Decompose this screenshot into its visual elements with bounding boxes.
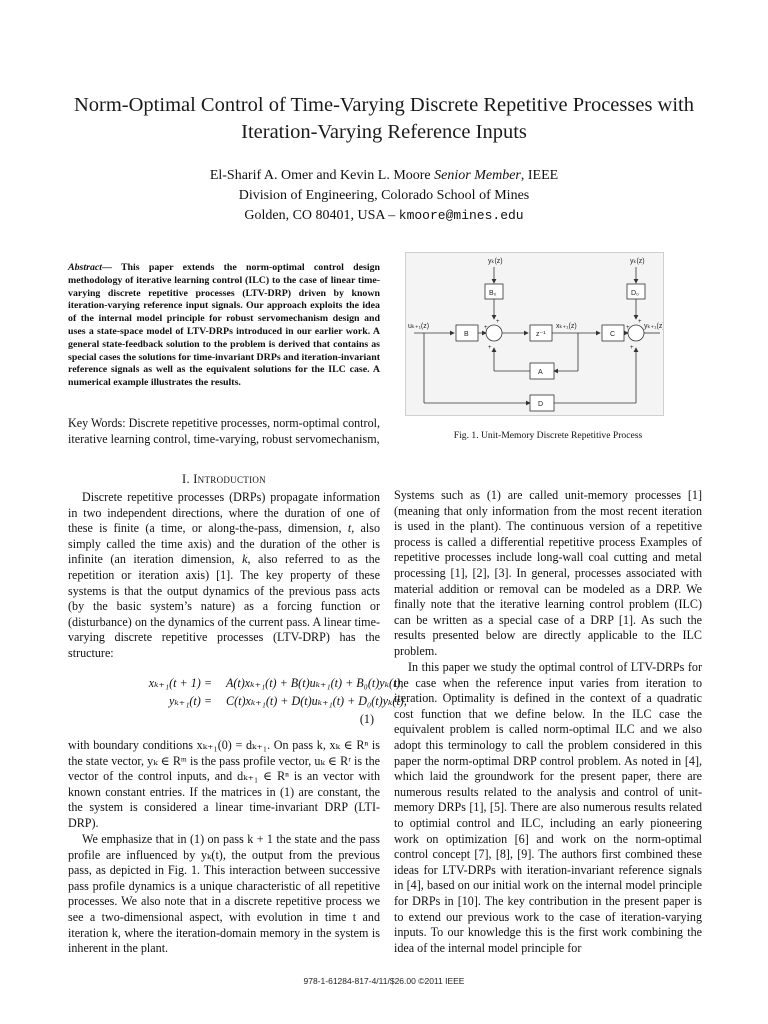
label-u-input: uₖ₊₁(z) <box>408 323 430 330</box>
label-a: A <box>538 369 543 376</box>
right-paragraph-1: Systems such as (1) are called unit-memory processes [1] (meaning that only information from the most recent iteration is used in the plant). The continuous version of a repetitive process is called a differential repetitive process Examples of repetitive processes include long-wall coal cutting and metal processing [1], [2], [3]. In general, processes associated with material addition or removal can be modeled as a DRP. We finally note that the iterative learning control problem (ILC) can be written as a special case of a DRP [1]. As such the results presented below are directly applicable to the ILC problem. <box>394 488 702 658</box>
intro-paragraph-1: Discrete repetitive processes (DRPs) propagate information in two independent directions, where the duration of one of these is finite (a time, or along-the-pass, dimension, t, also simply called the time axis) and the duration of the other is infinite (an iteration dimension, k, also referred to as the repetition or iteration axis) [1]. The key property of these systems is that the output dynamics of the previous pass acts (by the basic system’s nature) as a forcing function or (disturbance) on the dynamics of the current pass. A linear time-varying discrete repetitive processes (LTV-DRP) has the structure: <box>68 490 380 660</box>
plus-sign: + <box>638 319 642 325</box>
plus-sign: + <box>626 325 630 331</box>
equation-row-output: yₖ₊₁(t) = C(t)xₖ₊₁(t) + D(t)uₖ₊₁(t) + D₀(t)yₖ(t), <box>169 694 407 708</box>
summing-junction-1 <box>486 325 502 341</box>
equation-1 <box>68 674 407 728</box>
equation-row-state: xₖ₊₁(t + 1) = A(t)xₖ₊₁(t) + B(t)uₖ₊₁(t) + B₀(t)yₖ(t), <box>148 676 404 690</box>
abstract: Abstract— This paper extends the norm-optimal control design methodology of iterative learning control (ILC) to the case of linear time-varying discrete repetitive processes (LTV-DRP) driven by known iteration-varying reference input signals. Our approach exploits the idea of the internal model principle for robust servomechanism design and uses a state-space model of LTV-DRPs introduced in our earlier work. A general state-feedback solution to the problem is derived that contains as special cases the solutions for time-invariant DRPs and iteration-invariant reference signals as well as the equivalent solutions for the ILC case. A numerical example illustrates the results. <box>68 262 380 389</box>
label-zinv: z⁻¹ <box>536 331 546 338</box>
section-title: Introduction <box>193 472 266 486</box>
abstract-text: This paper extends the norm-optimal control design methodology of iterative learning control (ILC) to the case of linear time-varying discrete repetitive processes (LTV-DRP) driven by known iteration-varying reference input signals. Our approach exploits the idea of the internal model principle for robust servomechanism design and uses a state-space model of LTV-DRPs introduced in our earlier work. A general state-feedback solution to the problem is derived that contains as special cases the solutions for time-invariant DRPs and iteration-invariant reference signals as well as the equivalent solutions for the ILC case. A numerical example illustrates the results. <box>68 262 380 389</box>
label-yk-left: yₖ(z) <box>488 258 503 265</box>
author-block <box>40 166 728 226</box>
right-paragraph-2: In this paper we study the optimal control of LTV-DRPs for the case when the reference input varies from iteration to iteration. Optimality is defined in the context of a quadratic cost function that we define below. In the ILC case the equivalent problem is called norm-optimal ILC and we also adopt this terminology to call the problem considered in this paper the norm-optimal DRP control problem. As noted in [4], which laid the groundwork for the present paper, there are numerous results related to the analysis and control of unit-memory DRPs [1], [5]. There are also numerous results related to optimial control and ILC, including an early pioneering work on optimization [6] and work on the norm-optimal control concept [7], [8], [9]. The authors first combined these ideas for LTV-DRPs with iteration-invariant reference signals in [4], based on our initial work on the internal model principle for DRPs in [10]. The key contribution in the present paper is to extend our previous work to the case of iteration-varying inputs. To our knowledge this is the first work combining the idea of the internal model principle for <box>394 660 702 955</box>
copyright-footer: 978-1-61284-817-4/11/$26.00 ©2011 IEEE <box>303 976 465 986</box>
address-line: Golden, CO 80401, USA – kmoore@mines.edu <box>244 208 524 223</box>
affiliation: Division of Engineering, Colorado School of Mines <box>238 188 530 203</box>
title-line-1: Norm-Optimal Control of Time-Varying Discrete Repetitive Processes with <box>73 94 695 116</box>
label-b: B <box>464 331 469 338</box>
plus-sign: + <box>630 345 634 351</box>
label-c: C <box>610 331 616 338</box>
figure-caption: Fig. 1. Unit-Memory Discrete Repetitive Process <box>453 430 643 441</box>
figure-1-diagram <box>405 252 664 416</box>
block-diagram <box>406 253 663 415</box>
plus-sign: + <box>484 325 488 331</box>
author-names: El-Sharif A. Omer and Kevin L. Moore Senior Member, IEEE <box>209 168 559 183</box>
label-d: D <box>538 401 544 408</box>
member-grade: Senior Member <box>434 168 521 183</box>
intro-paragraph-3: We emphasize that in (1) on pass k + 1 the state and the pass profile are influenced by yₖ(t), the output from the previous pass, as depicted in Fig. 1. This interaction between successive pass profile dynamics is a unique characteristic of all repetitive processes. We also note that in a discrete repetitive process we see a two-dimensional aspect, with evolution in time t and iteration k, where the iteration-domain memory in the system is inherent in the plant. <box>68 832 380 956</box>
label-yk-right: yₖ(z) <box>630 258 645 265</box>
plus-sign: + <box>496 319 500 325</box>
keywords: Key Words: Discrete repetitive processes, norm-optimal control, iterative learning control, time-varying, robust servomechanism, <box>68 416 380 446</box>
title-line-2: Iteration-Varying Reference Inputs <box>241 121 527 143</box>
paper-title <box>40 92 728 146</box>
intro-paragraph-2: with boundary conditions xₖ₊₁(0) = dₖ₊₁. On pass k, xₖ ∈ Rⁿ is the state vector, yₖ ∈ Rᵐ is the pass profile vector, uₖ ∈ Rʳ is the vector of the control inputs, and dₖ₊₁ ∈ Rⁿ is an vector with known constant entries. If the matrices in (1) are constant, the the system is considered a linear time-invariant DRP (LTI-DRP). <box>68 738 380 830</box>
abstract-lead: Abstract <box>68 262 103 273</box>
summing-junction-2 <box>628 325 644 341</box>
equation-number: (1) <box>359 712 374 726</box>
author-email[interactable]: kmoore@mines.edu <box>398 208 524 223</box>
label-x-signal: xₖ₊₁(z) <box>556 323 577 330</box>
section-heading: I. Introduction <box>182 472 266 486</box>
label-b0: B₀ <box>489 290 497 297</box>
label-d0: D₀ <box>631 290 639 297</box>
equation-number-row <box>68 710 380 728</box>
plus-sign: + <box>488 345 492 351</box>
label-y-output: yₖ₊₁(z) <box>644 323 663 330</box>
